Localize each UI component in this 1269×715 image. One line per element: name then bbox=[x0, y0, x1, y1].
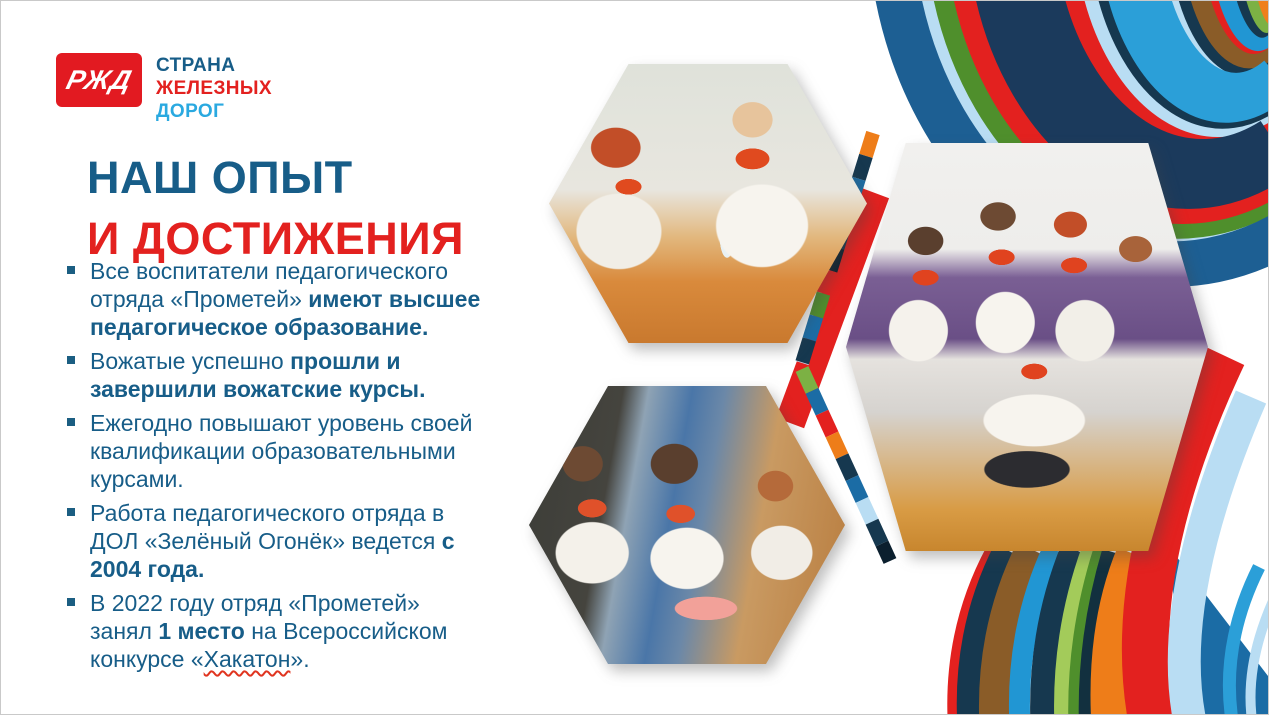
photo-team-table bbox=[549, 64, 867, 343]
photo-hexagon-group bbox=[846, 143, 1208, 551]
bullet-item: Все воспитатели педагогического отряда «Прометей» имеют высшее педагогическое образование. bbox=[67, 257, 537, 341]
bullet-item: Вожатые успешно прошли и завершили вожатские курсы. bbox=[67, 347, 537, 403]
bullet-marker bbox=[67, 508, 75, 516]
bullet-item: Ежегодно повышают уровень своей квалификации образовательными курсами. bbox=[67, 409, 537, 493]
logo-block bbox=[56, 53, 272, 123]
rzd-logo bbox=[56, 53, 142, 107]
slide-title-line-2: И ДОСТИЖЕНИЯ bbox=[87, 213, 464, 264]
bullet-item: Работа педагогического отряда в ДОЛ «Зелёный Огонёк» ведется с 2004 года. bbox=[67, 499, 537, 583]
photo-planning bbox=[529, 386, 845, 664]
bullet-marker bbox=[67, 418, 75, 426]
photo-group bbox=[846, 143, 1208, 551]
bullet-item: В 2022 году отряд «Прометей» занял 1 место на Всероссийском конкурсе «Хакатон». bbox=[67, 589, 537, 673]
brand-text bbox=[156, 54, 272, 123]
bullet-marker bbox=[67, 598, 75, 606]
rzd-logo-mark: РЖД bbox=[63, 64, 136, 95]
brand-line-2: ЖЕЛЕЗНЫХ bbox=[156, 78, 272, 99]
photo-hexagon-top bbox=[549, 64, 867, 343]
photo-hexagon-bottom bbox=[529, 386, 845, 664]
brand-line-3: ДОРОГ bbox=[156, 101, 225, 122]
slide-title-line-1: НАШ ОПЫТ bbox=[87, 152, 353, 203]
bullet-marker bbox=[67, 356, 75, 364]
bullet-list bbox=[67, 257, 537, 673]
brand-line-1: СТРАНА bbox=[156, 55, 236, 76]
bullet-marker bbox=[67, 266, 75, 274]
slide-title bbox=[87, 147, 464, 269]
